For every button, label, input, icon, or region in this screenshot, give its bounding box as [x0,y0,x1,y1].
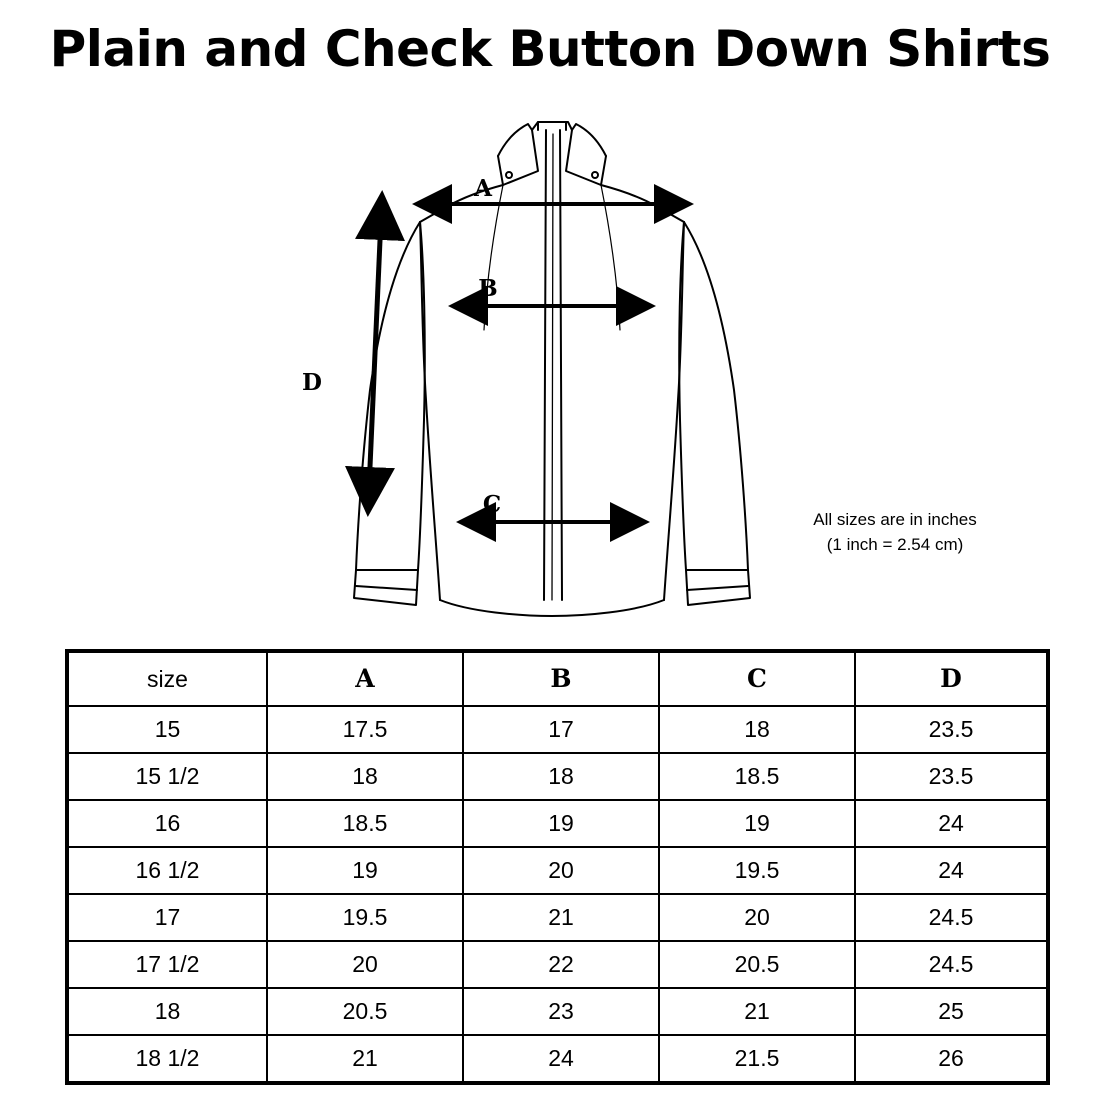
cell-d: 24.5 [855,941,1048,988]
cell-d: 24 [855,847,1048,894]
cell-b: 18 [463,753,659,800]
cell-c: 20.5 [659,941,855,988]
cell-c: 19.5 [659,847,855,894]
cell-d: 25 [855,988,1048,1035]
cell-d: 26 [855,1035,1048,1083]
cell-c: 18 [659,706,855,753]
table-row [67,988,1048,1035]
cell-a: 20 [267,941,463,988]
table-row [67,894,1048,941]
table-header-row [67,651,1048,706]
column-header-d: D [855,651,1048,706]
size-table [65,649,1050,1085]
cell-b: 23 [463,988,659,1035]
cell-a: 19 [267,847,463,894]
table-row [67,706,1048,753]
column-header-size: size [67,651,267,706]
cell-size: 18 [67,988,267,1035]
cell-size: 18 1/2 [67,1035,267,1083]
units-note-line2: (1 inch = 2.54 cm) [826,534,964,554]
cell-a: 17.5 [267,706,463,753]
cell-b: 19 [463,800,659,847]
table-row [67,753,1048,800]
cell-d: 24 [855,800,1048,847]
cell-b: 24 [463,1035,659,1083]
measure-c-label: C [482,491,502,518]
cell-size: 15 1/2 [67,753,267,800]
measure-a-label: A [474,175,492,202]
cell-a: 18.5 [267,800,463,847]
cell-b: 21 [463,894,659,941]
table-row [67,800,1048,847]
cell-b: 22 [463,941,659,988]
cell-a: 21 [267,1035,463,1083]
column-header-b: B [463,651,659,706]
measure-b-label: B [478,275,498,302]
cell-c: 21.5 [659,1035,855,1083]
cell-d: 23.5 [855,753,1048,800]
cell-c: 18.5 [659,753,855,800]
units-note-line1: All sizes are in inches [813,510,977,529]
cell-size: 17 1/2 [67,941,267,988]
cell-a: 20.5 [267,988,463,1035]
cell-size: 16 1/2 [67,847,267,894]
size-table-container [65,649,1050,1085]
cell-c: 19 [659,800,855,847]
cell-size: 15 [67,706,267,753]
cell-size: 16 [67,800,267,847]
cell-d: 23.5 [855,706,1048,753]
cell-a: 18 [267,753,463,800]
cell-c: 21 [659,988,855,1035]
table-row [67,1035,1048,1083]
table-row [67,941,1048,988]
cell-d: 24.5 [855,894,1048,941]
column-header-c: C [659,651,855,706]
measure-d-label: D [302,369,322,396]
shirt-diagram [270,100,830,630]
cell-a: 19.5 [267,894,463,941]
cell-size: 17 [67,894,267,941]
column-header-a: A [267,651,463,706]
page-title: Plain and Check Button Down Shirts [49,20,1051,78]
measure-d-arrow [368,195,382,512]
table-row [67,847,1048,894]
units-note [760,508,1030,557]
cell-c: 20 [659,894,855,941]
cell-b: 17 [463,706,659,753]
cell-b: 20 [463,847,659,894]
